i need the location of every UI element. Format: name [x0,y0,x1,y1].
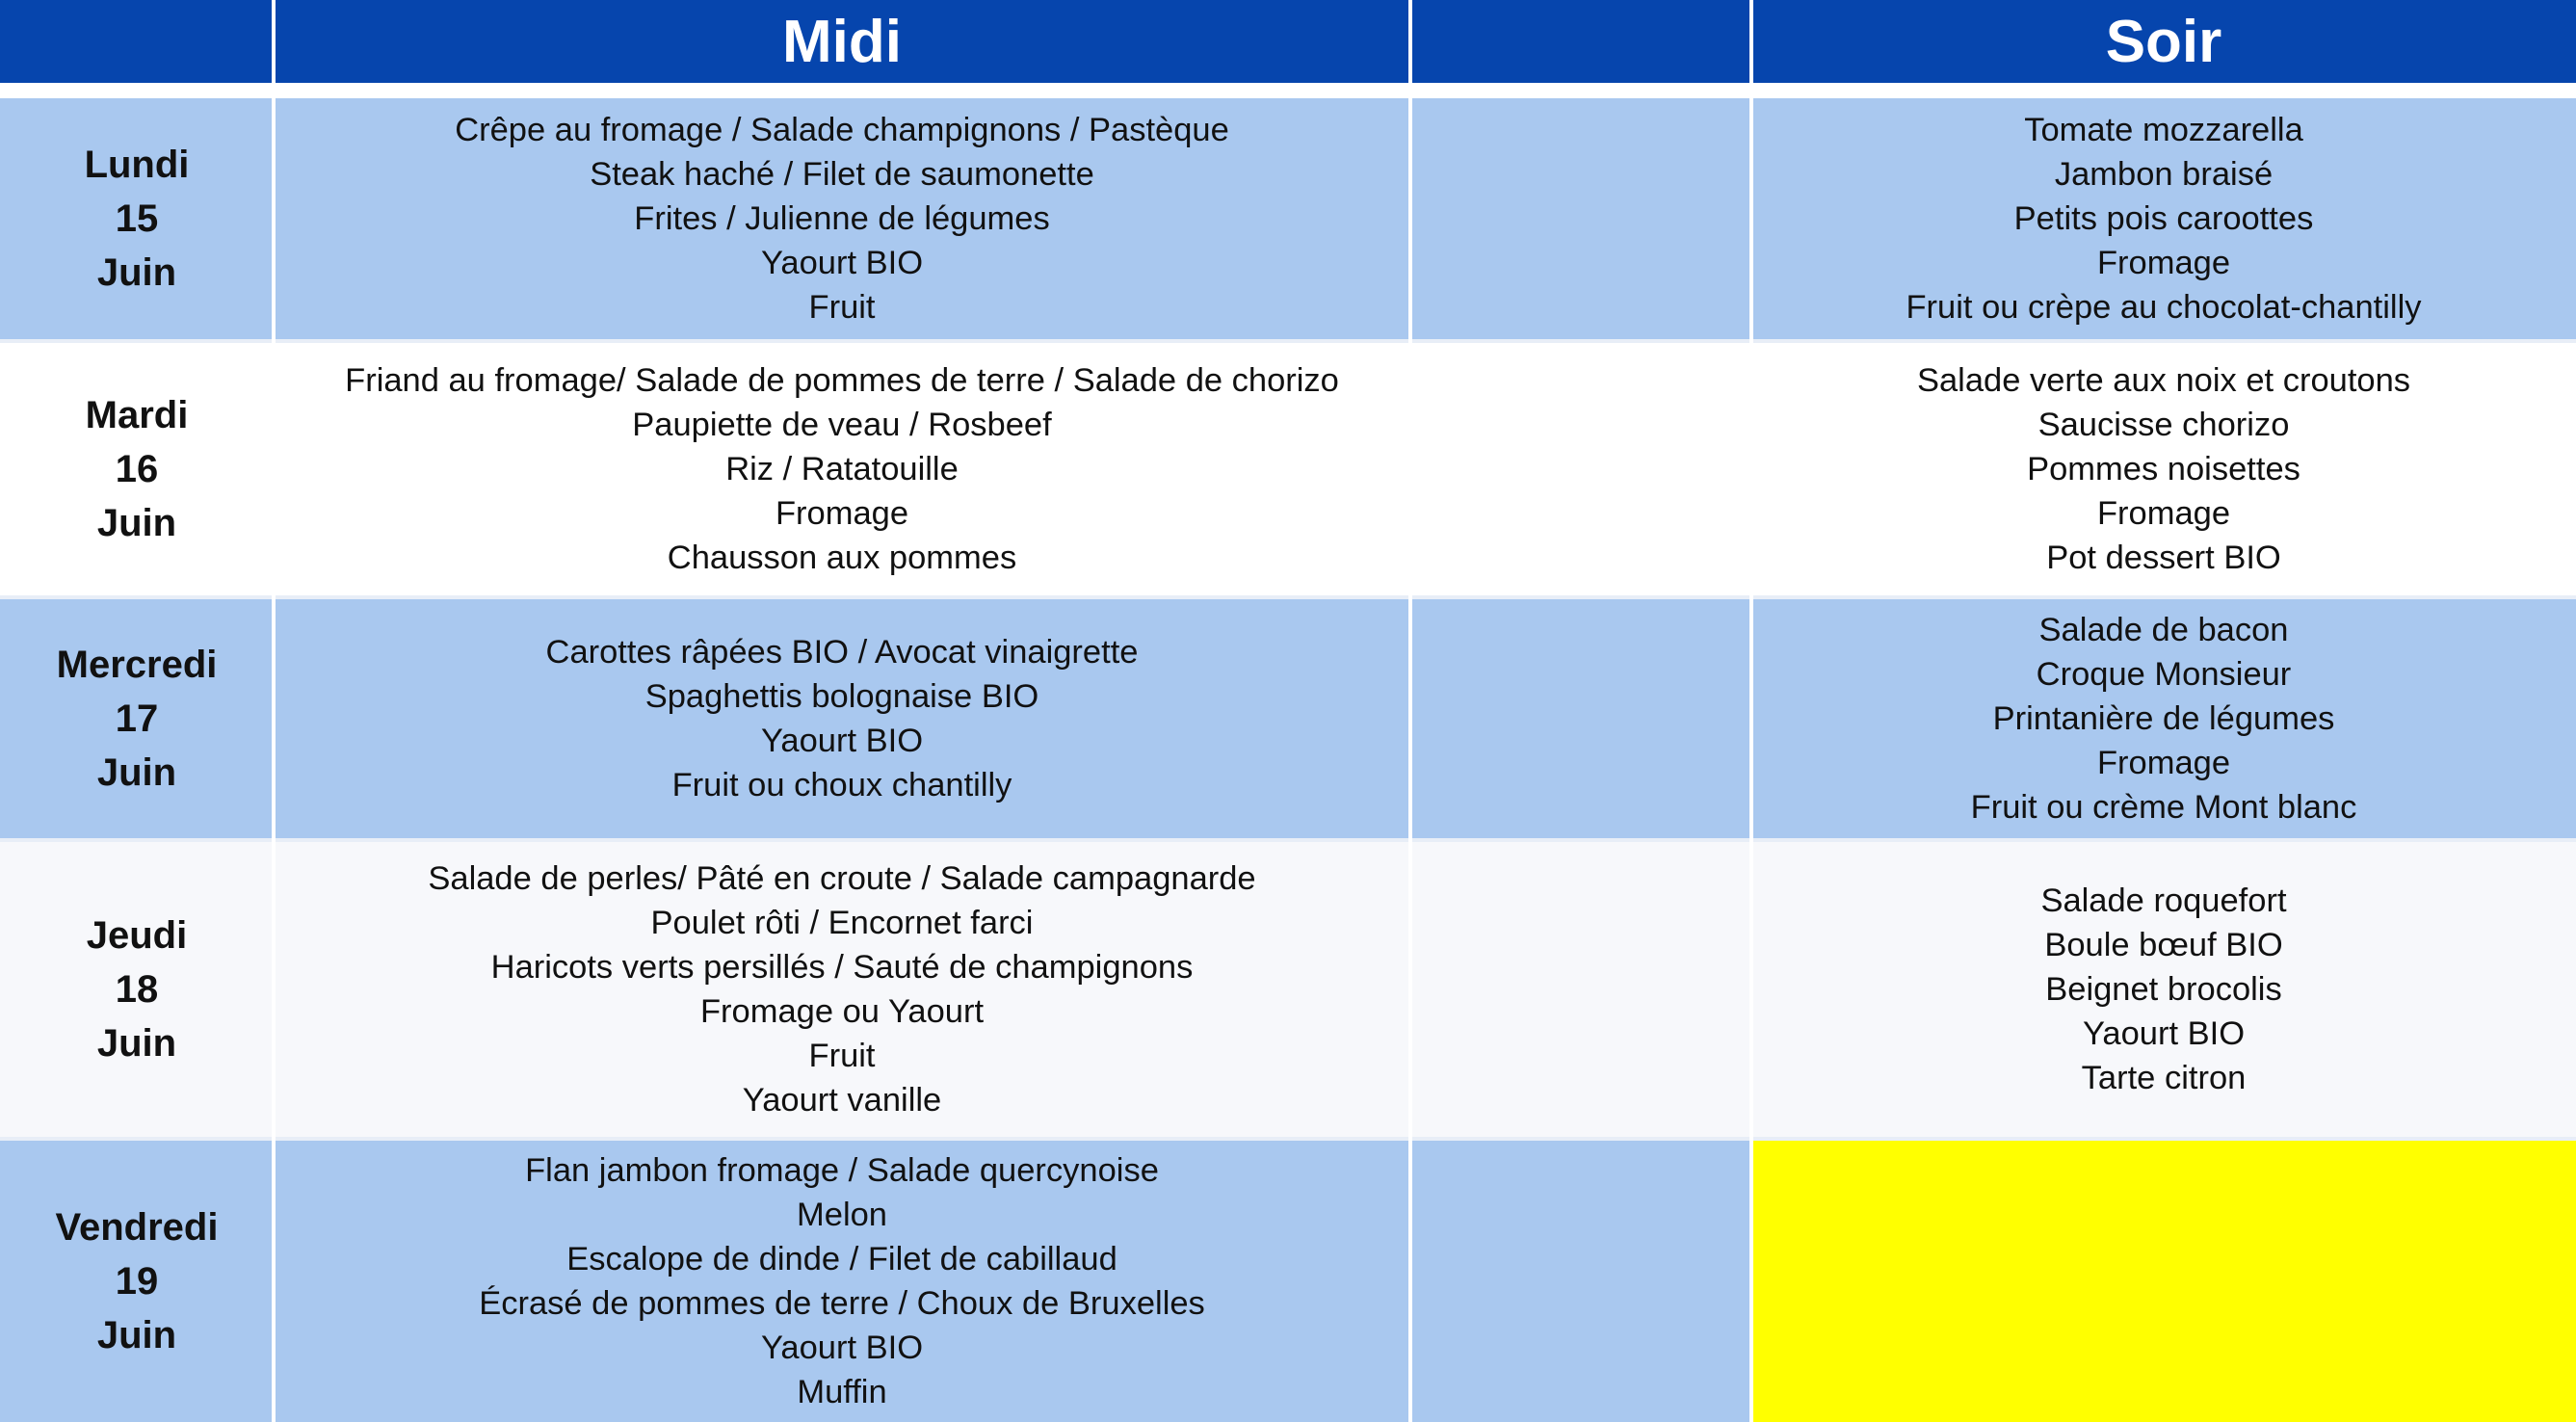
menu-line: Salade roquefort [2040,882,2287,919]
menu-line: Saucisse chorizo [2037,407,2290,443]
menu-line: Chausson aux pommes [667,540,1017,576]
day-number: 17 [115,698,159,740]
menu-line: Fruit [808,1038,876,1074]
menu-line: Croque Monsieur [2036,656,2292,693]
midi-cell-vendredi [274,1141,1410,1422]
menu-line: Boule bœuf BIO [2044,927,2283,963]
menu-line: Tarte citron [2081,1060,2247,1096]
spacer-cell [1410,98,1751,339]
day-number: 16 [115,448,159,490]
soir-cell-vendredi [1751,1141,2576,1422]
menu-line: Yaourt BIO [760,723,924,759]
header-midi-label: Midi [782,8,902,75]
day-name: Jeudi [86,914,188,957]
menu-line: Yaourt BIO [760,1330,924,1366]
column-divider [272,0,276,1422]
menu-line: Flan jambon fromage / Salade quercynoise [525,1152,1159,1189]
menu-line: Fromage [775,495,909,532]
menu-line: Melon [797,1197,887,1233]
menu-line: Fromage [2096,495,2231,532]
menu-line: Fruit [808,289,876,326]
row-divider [0,83,2576,98]
menu-line: Jambon braisé [2054,156,2274,193]
menu-line: Fromage [2096,245,2231,281]
menu-line: Carottes râpées BIO / Avocat vinaigrette [545,634,1139,671]
menu-line: Fruit ou crème Mont blanc [1970,789,2357,826]
day-month: Juin [96,751,177,794]
menu-line: Printanière de légumes [1992,700,2335,737]
menu-line: Steak haché / Filet de saumonette [590,156,1094,193]
day-cell-lundi [0,98,274,339]
row-divider [0,838,2576,842]
day-name: Lundi [84,144,190,186]
menu-line: Fruit ou choux chantilly [671,767,1012,803]
column-divider [1408,0,1412,1422]
day-month: Juin [96,1022,177,1065]
menu-line: Riz / Ratatouille [725,451,959,487]
menu-line: Salade de bacon [2038,612,2289,648]
menu-line: Paupiette de veau / Rosbeef [632,407,1052,443]
day-number: 19 [115,1260,159,1303]
day-month: Juin [96,251,177,294]
menu-line: Friand au fromage/ Salade de pommes de terre / Salade de chorizo [345,362,1339,399]
day-cell-jeudi [0,842,274,1137]
menu-line: Fromage ou Yaourt [699,993,985,1030]
menu-line: Muffin [797,1374,887,1410]
row-divider [0,1137,2576,1141]
menu-line: Poulet rôti / Encornet farci [650,905,1034,941]
menu-line: Beignet brocolis [2045,971,2282,1008]
menu-line: Frites / Julienne de légumes [634,200,1050,237]
menu-line: Fruit ou crèpe au chocolat-chantilly [1906,289,2422,326]
day-month: Juin [96,1314,177,1356]
menu-line: Spaghettis bolognaise BIO [644,678,1039,715]
day-number: 18 [115,968,159,1011]
day-cell-mercredi [0,599,274,838]
menu-line: Escalope de dinde / Filet de cabillaud [566,1241,1117,1277]
spacer-cell [1410,599,1751,838]
header-soir [1751,0,2576,83]
day-cell-mardi [0,343,274,595]
day-month: Juin [96,502,177,544]
menu-line: Yaourt BIO [2082,1015,2246,1052]
soir-cell-jeudi [1751,842,2576,1137]
menu-line: Haricots verts persillés / Sauté de champignons [490,949,1194,986]
menu-line: Petits pois caroottes [2013,200,2314,237]
header-spacer [1410,0,1751,83]
spacer-cell [1410,343,1751,595]
menu-line: Yaourt BIO [760,245,924,281]
day-name: Vendredi [55,1206,219,1249]
menu-line: Crêpe au fromage / Salade champignons / Pastèque [455,112,1229,148]
row-divider [0,339,2576,343]
menu-line: Salade verte aux noix et croutons [1916,362,2411,399]
menu-line: Yaourt vanille [742,1082,942,1119]
midi-cell-mardi [274,343,1410,595]
midi-cell-jeudi [274,842,1410,1137]
column-divider [1749,0,1753,1422]
spacer-cell [1410,842,1751,1137]
day-cell-vendredi [0,1141,274,1422]
menu-line: Tomate mozzarella [2024,112,2303,148]
soir-cell-mardi [1751,343,2576,595]
soir-cell-mercredi [1751,599,2576,838]
row-divider [0,595,2576,599]
menu-line: Salade de perles/ Pâté en croute / Salade campagnarde [428,860,1256,897]
menu-line: Écrasé de pommes de terre / Choux de Bruxelles [479,1285,1205,1322]
header-midi [274,0,1410,83]
menu-line: Pommes noisettes [2027,451,2300,487]
menu-line: Pot dessert BIO [2046,540,2281,576]
spacer-cell [1410,1141,1751,1422]
midi-cell-lundi [274,98,1410,339]
soir-cell-lundi [1751,98,2576,339]
midi-cell-mercredi [274,599,1410,838]
day-name: Mercredi [56,644,218,686]
header-corner [0,0,274,83]
day-number: 15 [115,198,159,240]
day-name: Mardi [85,394,189,436]
menu-line: Fromage [2096,745,2231,781]
header-soir-label: Soir [2105,8,2222,75]
